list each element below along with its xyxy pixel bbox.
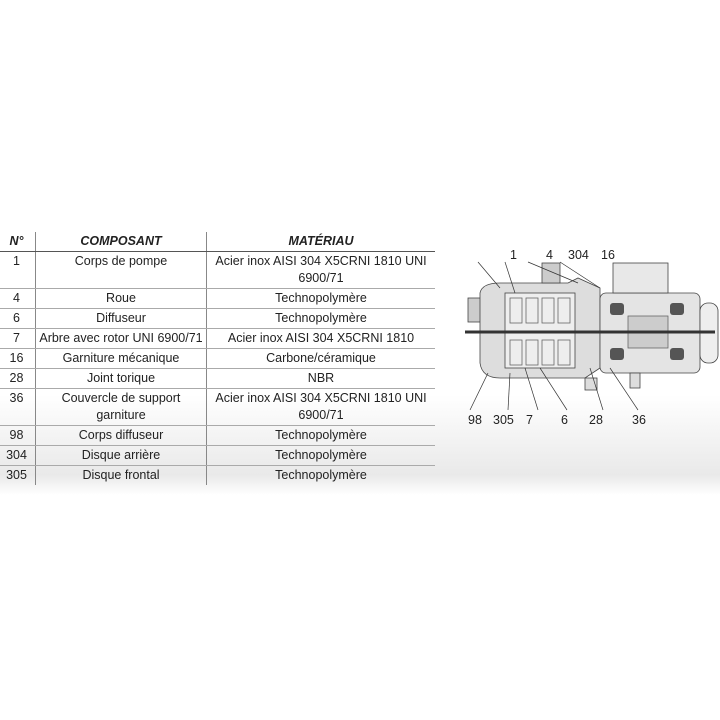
row-component: Disque frontal <box>36 466 207 486</box>
row-component: Couvercle de support garniture <box>36 389 207 426</box>
callout-4: 4 <box>546 248 553 262</box>
callout-16: 16 <box>601 248 615 262</box>
pump-cross-section-diagram <box>460 248 720 433</box>
row-component: Arbre avec rotor UNI 6900/71 <box>36 329 207 349</box>
header-component: COMPOSANT <box>36 232 207 252</box>
table-row <box>0 446 435 466</box>
row-number: 98 <box>0 426 36 446</box>
row-component: Diffuseur <box>36 309 207 329</box>
row-material: Acier inox AISI 304 X5CRNI 1810 UNI 6900/71 <box>207 389 436 426</box>
callout-7: 7 <box>526 413 533 427</box>
components-table <box>0 232 435 485</box>
row-number: 36 <box>0 389 36 426</box>
row-material: Carbone/céramique <box>207 349 436 369</box>
table-row <box>0 252 435 289</box>
callout-305: 305 <box>493 413 514 427</box>
row-component: Garniture mécanique <box>36 349 207 369</box>
row-number: 1 <box>0 252 36 289</box>
callout-304: 304 <box>568 248 589 262</box>
row-material: Technopolymère <box>207 289 436 309</box>
row-material: NBR <box>207 369 436 389</box>
row-number: 304 <box>0 446 36 466</box>
row-material: Technopolymère <box>275 468 367 482</box>
table-row <box>0 426 435 446</box>
callout-98: 98 <box>468 413 482 427</box>
row-material: Technopolymère <box>207 446 436 466</box>
row-component: Roue <box>36 289 207 309</box>
row-number: 7 <box>0 329 36 349</box>
callout-28: 28 <box>589 413 603 427</box>
row-number: 16 <box>0 349 36 369</box>
callout-36: 36 <box>632 413 646 427</box>
header-material: MATÉRIAU <box>207 232 436 252</box>
callout-1: 1 <box>510 248 517 262</box>
row-component: Joint torique <box>36 369 207 389</box>
row-component: Corps de pompe <box>36 252 207 289</box>
callout-6: 6 <box>561 413 568 427</box>
row-number: 6 <box>0 309 36 329</box>
row-material: Technopolymère <box>207 309 436 329</box>
row-component: Corps diffuseur <box>36 426 207 446</box>
table-row <box>0 466 435 486</box>
table-row <box>0 389 435 426</box>
table-row <box>0 289 435 309</box>
table-row <box>0 349 435 369</box>
pump-drawing <box>460 248 720 433</box>
row-number: 4 <box>0 289 36 309</box>
table-row <box>0 369 435 389</box>
row-material: Technopolymère <box>207 426 436 446</box>
header-number: N° <box>0 232 36 252</box>
table-header <box>0 232 435 252</box>
row-component: Disque arrière <box>36 446 207 466</box>
table-row <box>0 309 435 329</box>
row-number: 305 <box>0 466 36 486</box>
row-material: Acier inox AISI 304 X5CRNI 1810 UNI 6900/71 <box>207 252 436 289</box>
row-material: Acier inox AISI 304 X5CRNI 1810 <box>207 329 436 349</box>
table-row <box>0 329 435 349</box>
row-number: 28 <box>0 369 36 389</box>
